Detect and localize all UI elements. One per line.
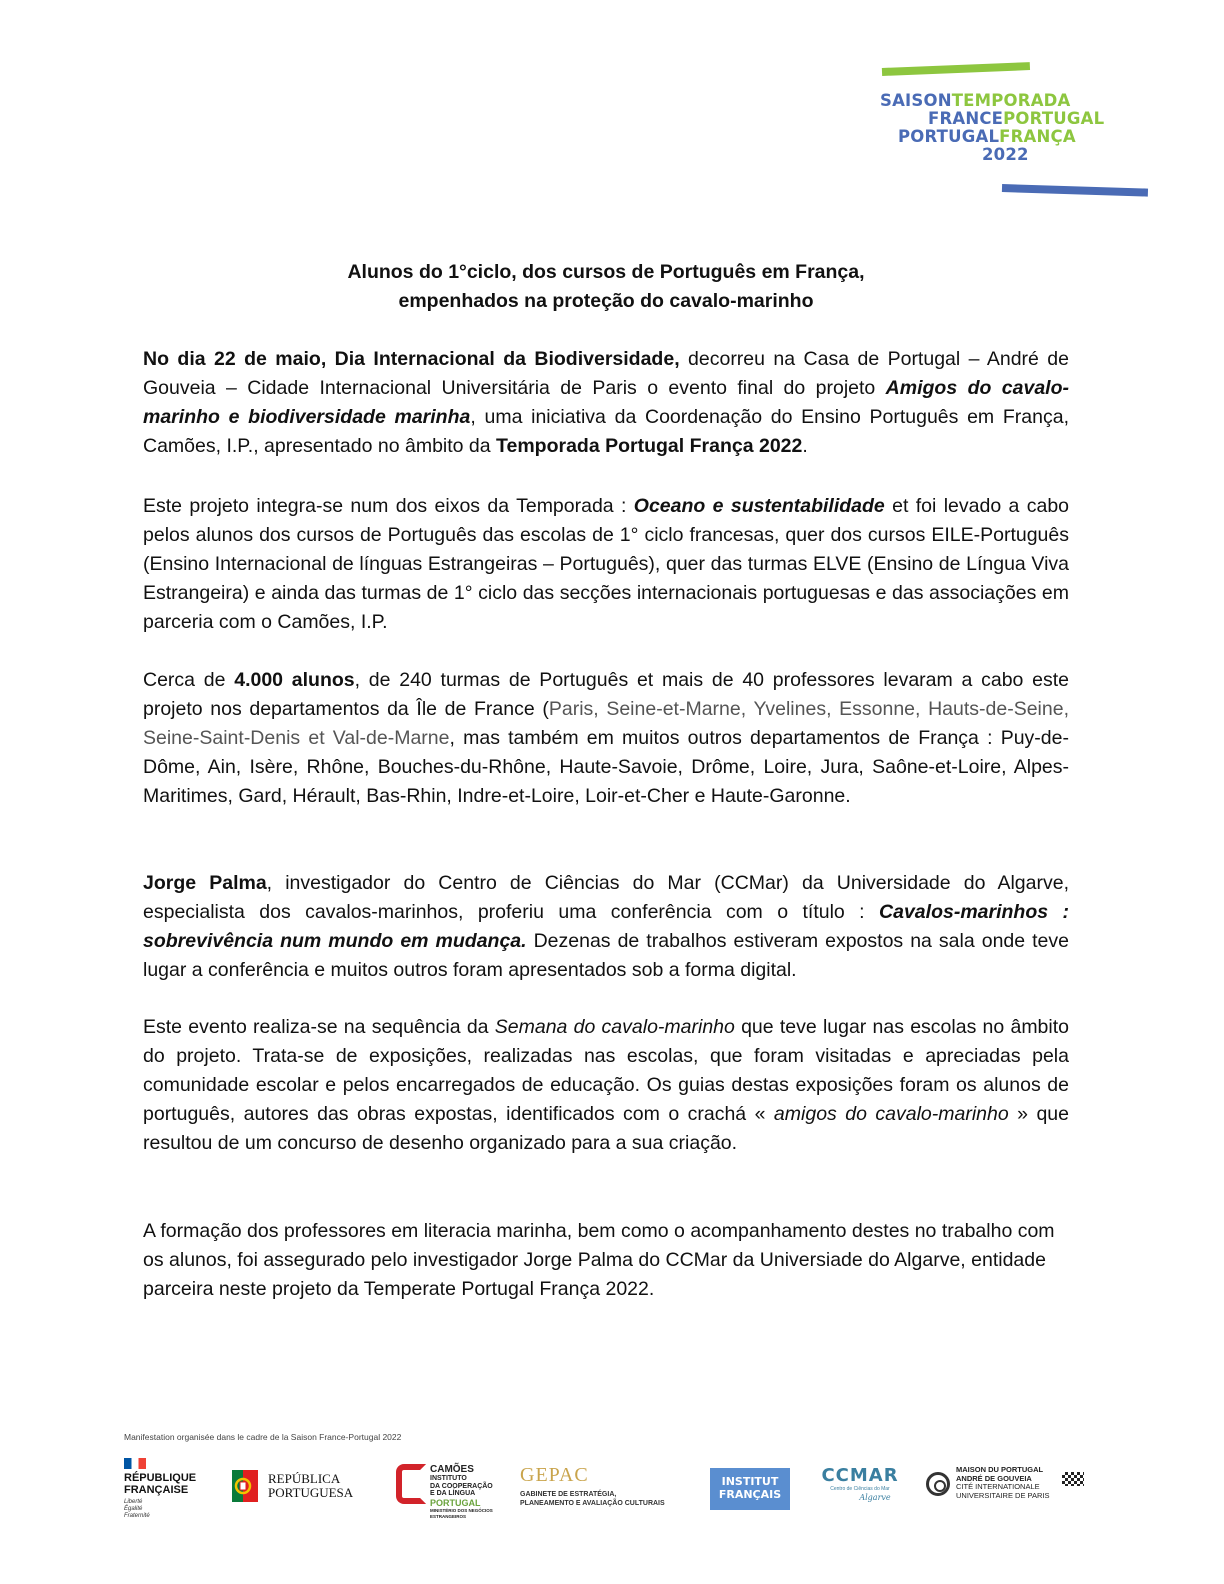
checkered-flag-icon [1062, 1472, 1084, 1486]
logo-green-bar [882, 62, 1030, 76]
title-line-1: Alunos do 1°ciclo, dos cursos de Português em França, [347, 261, 865, 283]
maison-du-portugal-text: MAISON DU PORTUGAL ANDRÉ DE GOUVEIA CITÉ INTERNATIONALE UNIVERSITAIRE DE PARIS [956, 1465, 1050, 1500]
paragraph-5: Este evento realiza-se na sequência da Semana do cavalo-marinho que teve lugar nas escolas no âmbito do projeto. Trata-se de exposições, realizadas nas escolas, que foram visitadas e apreciadas pela comunidade escolar e pelos encarregados de educação. Os guias destas exposições foram os alunos de português, autores das obras expostas, identificados com o crachá « amigos do cavalo-marinho » que resultou de um concurso de desenho organizado para a sua criação. [143, 1016, 1069, 1154]
footer-caption: Manifestation organisée dans le cadre de la Saison France-Portugal 2022 [124, 1432, 402, 1442]
institut-francais-logo: INSTITUT FRANÇAIS [710, 1468, 790, 1510]
paragraph-6: A formação dos professores em literacia marinha, bem como o acompanhamento destes no trabalho com os alunos, foi assegurado pelo investigador Jorge Palma do CCMar da Universiade do Algarve, entidade parceira neste projeto da Temperate Portugal França 2022. [143, 1220, 1055, 1300]
title-line-2: empenhados na proteção do cavalo-marinho [398, 290, 814, 312]
document-title [143, 258, 1069, 316]
logo-blue-bar [1002, 184, 1148, 197]
season-logo-line: PORTUGALFRANÇA [898, 127, 1076, 146]
season-logo [880, 60, 1152, 200]
republica-portuguesa-text: REPÚBLICA PORTUGUESA [268, 1471, 354, 1500]
season-logo-text [880, 92, 1142, 164]
portuguese-shield-icon [232, 1470, 258, 1502]
paragraph-1: No dia 22 de maio, Dia Internacional da Biodiversidade, decorreu na Casa de Portugal – André de Gouveia – Cidade Internacional Universitária de Paris o evento final do projeto Amigos do cavalo-marinho e biodiversidade marinha, uma iniciativa da Coordenação do Ensino Português em França, Camões, I.P., apresentado no âmbito da Temporada Portugal França 2022. [143, 348, 1069, 457]
partner-logos [120, 1458, 1100, 1538]
maison-circle-icon [926, 1472, 950, 1496]
gepac-logo: GEPAC GABINETE DE ESTRATÉGIA, PLANEAMENTO E AVALIAÇÃO CULTURAIS [520, 1464, 665, 1507]
ccmar-logo: CCMAR Centro de Ciências do Mar Algarve [821, 1465, 899, 1502]
paragraph-2: Este projeto integra-se num dos eixos da Temporada : Oceano e sustentabilidade et foi levado a cabo pelos alunos dos cursos de Português das escolas de 1° ciclo francesas, quer dos cursos EILE-Português (Ensino Internacional de línguas Estrangeiras – Português), quer das turmas ELVE (Ensino de Língua Viva Estrangeira) e ainda das turmas de 1° ciclo das secções internacionais portuguesas e das associações em parceria com o Camões, I.P. [143, 495, 1070, 633]
republique-francaise-logo: RÉPUBLIQUE FRANÇAISE Liberté Égalité Fraternité [124, 1458, 214, 1520]
season-logo-line: SAISONTEMPORADA [880, 91, 1071, 110]
french-flag-icon [124, 1458, 146, 1469]
season-logo-line: 2022 [982, 145, 1029, 164]
camoes-text: CAMÕES INSTITUTO DA COOPERAÇÃO E DA LÍNGUA PORTUGAL MINISTÉRIO DOS NEGÓCIOS ESTRANGEIROS [430, 1464, 493, 1519]
paragraph-3: Cerca de 4.000 alunos, de 240 turmas de Português et mais de 40 professores levaram a cabo este projeto nos departamentos da Île de France (Paris, Seine-et-Marne, Yvelines, Essonne, Hauts-de-Seine, Seine-Saint-Denis et Val-de-Marne, mas também em muitos outros departamentos de França : Puy-de-Dôme, Ain, Isère, Rhône, Bouches-du-Rhône, Haute-Savoie, Drôme, Loire, Jura, Saône-et-Loire, Alpes-Maritimes, Gard, Hérault, Bas-Rhin, Indre-et-Loire, Loir-et-Cher e Haute-Garonne. [143, 669, 1069, 807]
paragraph-4: Jorge Palma, investigador do Centro de Ciências do Mar (CCMar) da Universidade do Algarve, especialista dos cavalos-marinhos, proferiu uma conferência com o título : Cavalos-marinhos : sobrevivência num mundo em mudança. Dezenas de trabalhos estiveram expostos na sala onde teve lugar a conferência e muitos outros foram apresentados sob a forma digital. [143, 872, 1070, 981]
camoes-c-icon [396, 1464, 426, 1504]
season-logo-line: FRANCEPORTUGAL [928, 109, 1105, 128]
